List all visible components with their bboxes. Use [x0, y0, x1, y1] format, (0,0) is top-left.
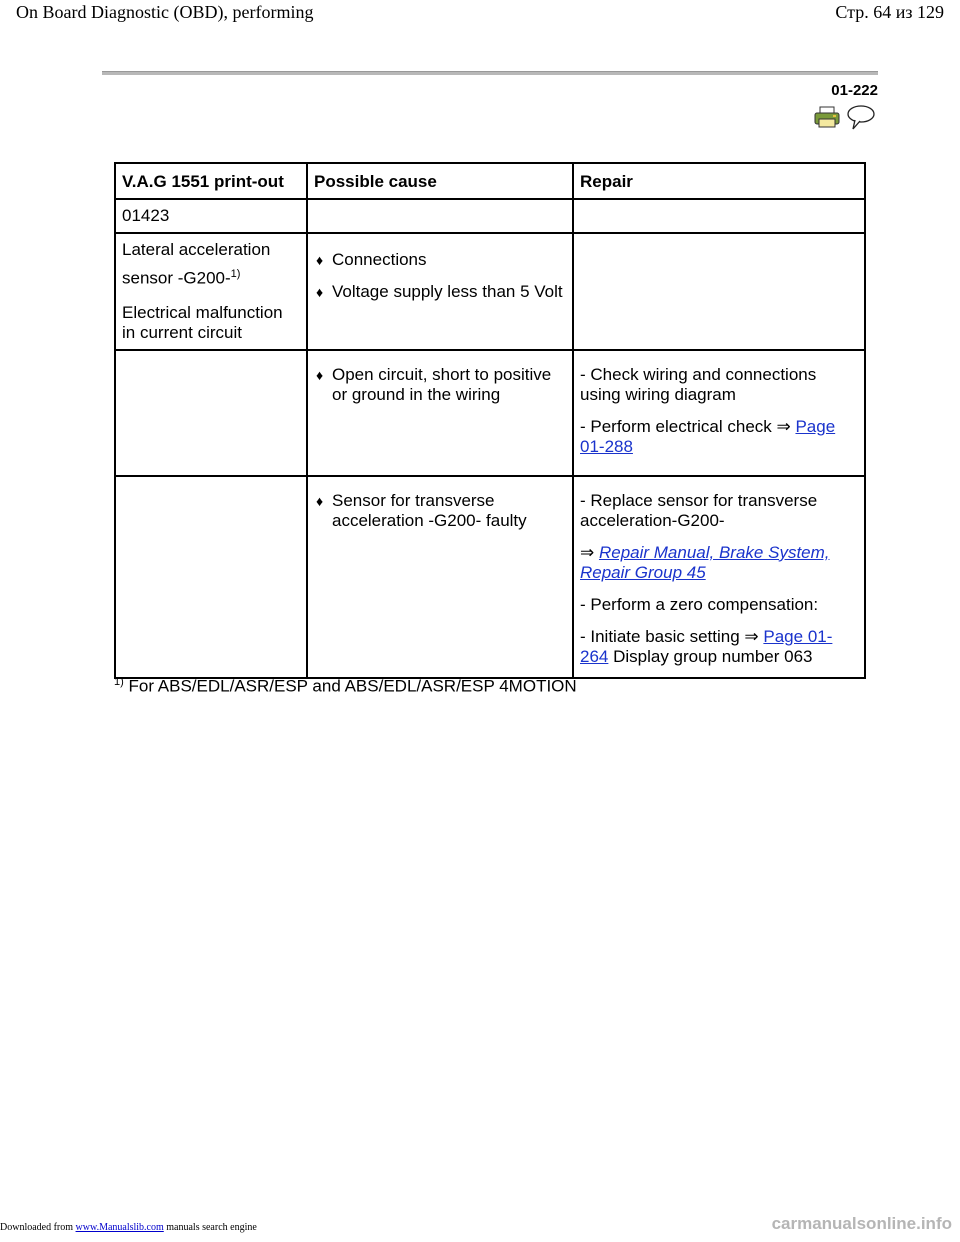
footnote-ref: 1) — [230, 268, 241, 280]
cause-bullet: ♦ Voltage supply less than 5 Volt — [314, 282, 566, 302]
cause-cell — [307, 476, 573, 678]
page-link[interactable]: Page 01-288 — [580, 416, 836, 456]
printer-icon[interactable] — [814, 106, 840, 128]
repair-step: - Replace sensor for transverse acceleration-G200- — [580, 490, 818, 530]
repair-cell — [573, 476, 865, 678]
column-header: Possible cause — [307, 163, 573, 199]
cause-bullet: ♦ Connections — [314, 250, 566, 270]
download-footer — [0, 1222, 257, 1233]
table-cell — [573, 199, 865, 233]
document-title: On Board Diagnostic (OBD), performing — [16, 2, 314, 22]
watermark: carmanualsonline.info — [771, 1214, 952, 1233]
manualslib-link[interactable]: www.Manualslib.com — [75, 1222, 164, 1233]
page-header — [0, 0, 960, 22]
footnote-text: For ABS/EDL/ASR/ESP and ABS/EDL/ASR/ESP 4MOTION — [123, 676, 577, 696]
table-row — [115, 199, 865, 233]
malfunction-text: Electrical malfunction in current circuit — [122, 302, 283, 342]
cause-cell — [307, 350, 573, 476]
speech-bubble-icon[interactable] — [846, 104, 876, 132]
repair-step-text: - Perform electrical check ⇒ — [580, 416, 796, 436]
table-row — [115, 233, 865, 350]
column-header: V.A.G 1551 print-out — [115, 163, 307, 199]
footnote — [114, 676, 577, 697]
repair-step — [580, 627, 858, 667]
cause-bullet: ♦ Sensor for transverse acceleration -G200- faulty — [314, 491, 566, 531]
table-row — [115, 476, 865, 678]
repair-reference — [580, 543, 858, 583]
table-row — [115, 350, 865, 476]
repair-cell — [573, 350, 865, 476]
footer-prefix: Downloaded from — [0, 1222, 76, 1233]
page-link[interactable]: Page 01-264 — [580, 626, 833, 666]
footnote-mark: 1) — [114, 676, 124, 688]
table-cell — [115, 350, 307, 476]
component-name-line: sensor -G200- — [122, 268, 231, 288]
table-cell — [307, 199, 573, 233]
fault-code-table — [114, 162, 866, 679]
table-cell — [573, 233, 865, 350]
column-header: Repair — [573, 163, 865, 199]
header-rule — [102, 71, 878, 75]
repair-step: - Check wiring and connections using wiring diagram — [580, 364, 817, 404]
cause-cell — [307, 233, 573, 350]
arrow-text: ⇒ — [580, 542, 599, 562]
repair-step-text: - Initiate basic setting ⇒ — [580, 626, 764, 646]
page-counter: Стр. 64 из 129 — [835, 2, 944, 22]
component-name-line: Lateral acceleration — [122, 240, 271, 259]
repair-manual-link[interactable]: Repair Manual, Brake System, Repair Group 45 — [580, 542, 830, 582]
repair-step: - Perform a zero compensation: — [580, 594, 819, 614]
component-name — [122, 264, 300, 289]
footer-suffix: manuals search engine — [163, 1222, 257, 1233]
page-number: 01-222 — [831, 82, 878, 99]
table-cell — [115, 476, 307, 678]
cause-bullet: ♦ Open circuit, short to positive or ground in the wiring — [314, 365, 566, 405]
table-header-row — [115, 163, 865, 199]
repair-step-text: Display group number 063 — [608, 646, 813, 666]
component-cell — [115, 233, 307, 350]
repair-step — [580, 417, 858, 457]
fault-code: 01423 — [115, 199, 307, 233]
